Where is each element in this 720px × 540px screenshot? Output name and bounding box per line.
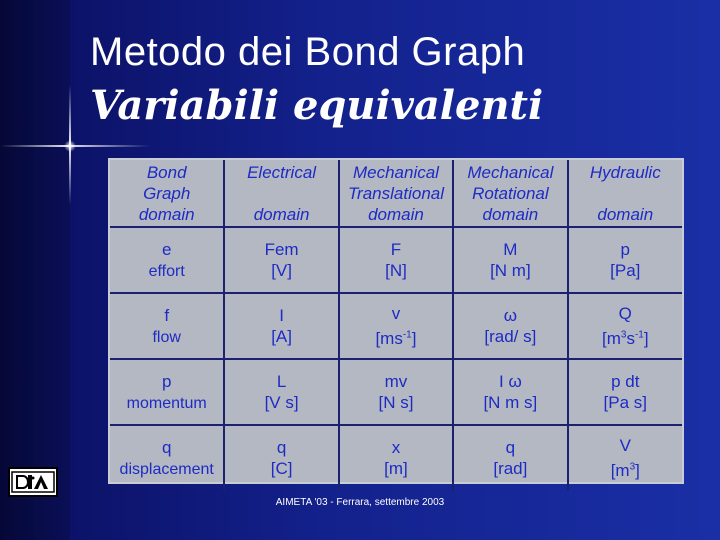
header-mechanical-rotational: Mechanical Rotational domain [453,160,567,227]
cell-electrical: Fem [V] [224,227,338,293]
cell-electrical: q [C] [224,425,338,490]
table-header-row [110,160,682,227]
cell-rotational: q [rad] [453,425,567,490]
unit-with-superscript: $[m^3]$ [610,460,640,480]
left-decorative-band [0,0,70,540]
cell-rotational: M [N m] [453,227,567,293]
table-row-displacement [110,425,682,490]
footer-text: AIMETA '03 - Ferrara, settembre 2003 [275,497,445,508]
row-label: q displacement [110,425,224,490]
header-hydraulic: Hydraulic domain [568,160,682,227]
cell-rotational: I ω [N m s] [453,359,567,425]
unit-with-superscript: $[ms^{-1}]$ [375,328,417,348]
cell-hydraulic: V $[m^3]$ [568,425,682,490]
row-label: e effort [110,227,224,293]
header-electrical: Electrical domain [224,160,338,227]
table-row-momentum [110,359,682,425]
row-label: f flow [110,293,224,359]
cell-hydraulic: Q $[m^3s^{-1}]$ [568,293,682,359]
cell-translational: x [m] [339,425,453,490]
table-row-effort [110,227,682,293]
cell-translational: F [N] [339,227,453,293]
cell-electrical: I [A] [224,293,338,359]
slide-subtitle: Variabili equivalenti [90,82,544,129]
cell-electrical: L [V s] [224,359,338,425]
cell-rotational: ω [rad/ s] [453,293,567,359]
header-bond-graph-domain: Bond Graph domain [138,162,195,224]
cell-translational: mv [N s] [339,359,453,425]
row-label: p momentum [110,359,224,425]
bond-graph-table [108,158,684,484]
cell-translational: v $[ms^{-1}]$ [339,293,453,359]
aimeta-logo-icon [8,467,58,497]
sparkle-star-icon [64,140,76,152]
header-mechanical-translational: Mechanical Translational domain [339,160,453,227]
omega-symbol: ω [503,306,517,325]
unit-with-superscript: $[m^3s^{-1}]$ [601,328,649,348]
table-row-flow [110,293,682,359]
slide-title: Metodo dei Bond Graph [90,30,526,74]
cell-hydraulic: p [Pa] [568,227,682,293]
cell-hydraulic: p dt [Pa s] [568,359,682,425]
